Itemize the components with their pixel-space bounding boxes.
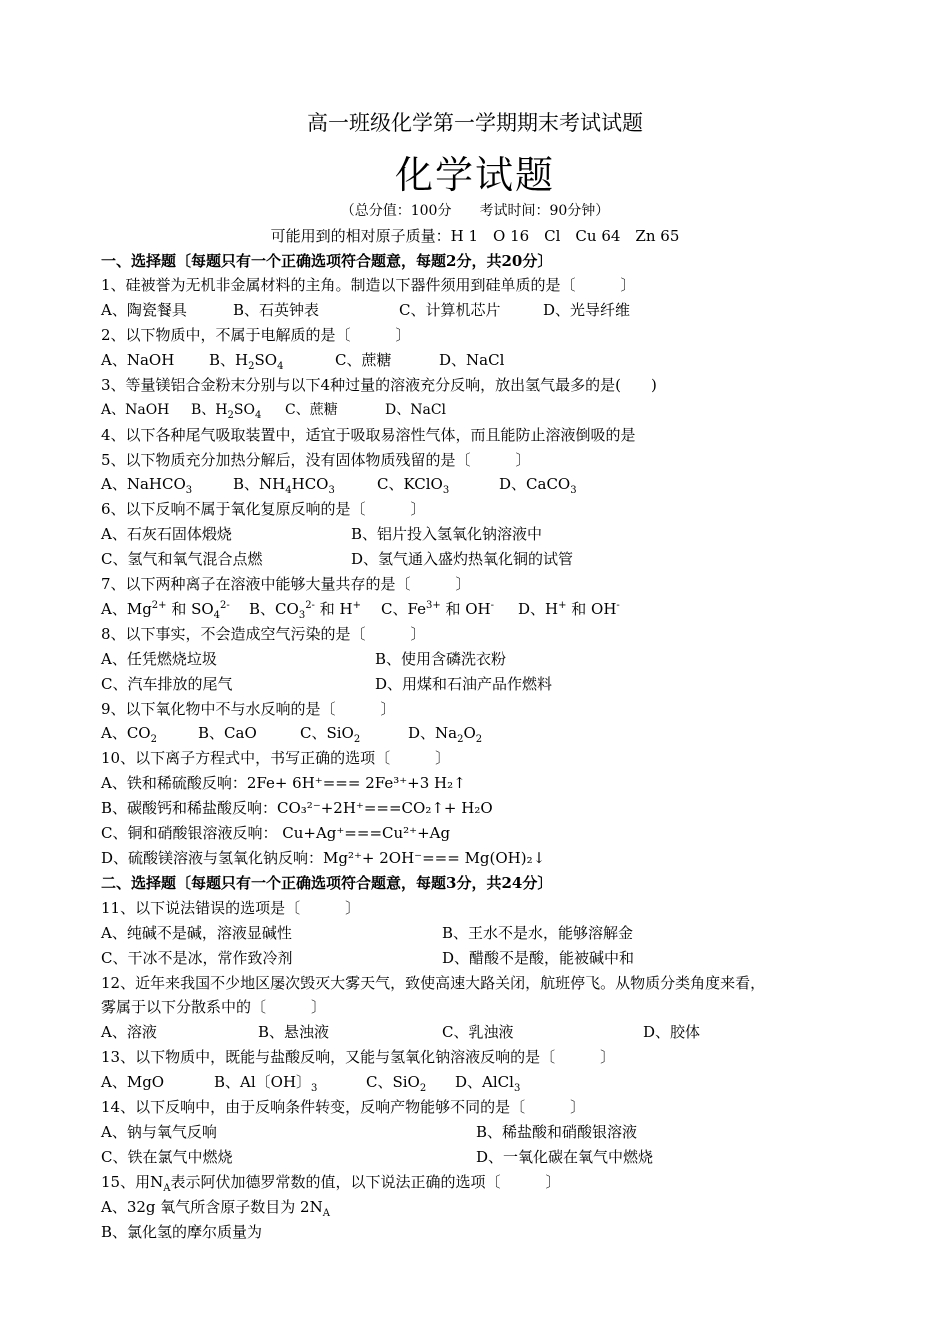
option-a: A、NaOH: [101, 351, 175, 369]
exam-subtitle: 化学试题: [394, 153, 555, 197]
option-c: C、KClO$_3$: [377, 475, 450, 496]
option-d: D、用煤和石油产品作燃料: [375, 675, 553, 693]
question-15-option-a: A、32g 氧气所含原子数目为 $2N_A$: [101, 1198, 330, 1219]
option-b: B、$CO_3^{2-}$ 和 H+: [249, 600, 361, 621]
question-15-option-b: B、氯化氢的摩尔质量为: [101, 1223, 263, 1241]
question-6: 6、以下反响不属于氧化复原反响的是〔 〕: [101, 500, 426, 518]
question-10-option-d: D、硫酸镁溶液与氢氧化钠反响：Mg²⁺+ 2OH⁻=== Mg(OH)₂↓: [101, 849, 546, 867]
option-a: A、溶液: [101, 1023, 157, 1041]
question-14: 14、以下反响中，由于反响条件转变，反响产物能够不同的是〔 〕: [101, 1098, 586, 1116]
option-a: A、石灰石固体煅烧: [101, 525, 232, 543]
exam-info: （总分值：100分 考试时间：90分钟）: [340, 203, 610, 219]
option-c: C、乳浊液: [442, 1023, 514, 1041]
question-3: 3、等量镁铝合金粉末分别与以下4种过量的溶液充分反响，放出氢气最多的是( ): [101, 376, 657, 394]
option-a: A、陶瓷餐具: [101, 301, 187, 319]
question-4: 4、以下各种尾气吸取装置中，适宜于吸取易溶性气体，而且能防止溶液倒吸的是: [101, 426, 636, 444]
question-9: 9、以下氧化物中不与水反响的是〔 〕: [101, 700, 396, 718]
option-b: B、使用含磷洗衣粉: [375, 650, 507, 668]
option-b: B、CaO: [198, 724, 257, 742]
question-13: 13、以下物质中，既能与盐酸反响，又能与氢氧化钠溶液反响的是〔 〕: [101, 1048, 616, 1066]
question-15: 15、用$N_A$表示阿伏加德罗常数的值，以下说法正确的选项〔 〕: [101, 1173, 561, 1194]
option-c: C、蔗糖: [335, 351, 392, 369]
option-a: A、任凭燃烧垃圾: [101, 650, 217, 668]
question-8: 8、以下事实，不会造成空气污染的是〔 〕: [101, 625, 426, 643]
question-12: 12、近年来我国不少地区屡次毁灭大雾天气，致使高速大路关闭，航班停飞。从物质分类角度来看，: [101, 974, 766, 992]
option-c: C、蔗糖: [285, 402, 338, 418]
question-10-option-c: C、铜和硝酸银溶液反响： Cu+Ag⁺===Cu²⁺+Ag: [101, 824, 451, 842]
option-c: C、$Fe^{3+}$ 和 OH-: [381, 600, 495, 618]
question-1: 1、硅被誉为无机非金属材料的主角。制造以下器件须用到硅单质的是〔 〕: [101, 276, 636, 294]
option-d: D、一氧化碳在氧气中燃烧: [476, 1148, 654, 1166]
option-d: D、氢气通入盛灼热氧化铜的试管: [351, 550, 574, 568]
option-c: C、SiO$_2$: [300, 724, 361, 745]
option-d: D、CaCO$_3$: [499, 475, 577, 496]
option-d: D、$Na_2O_2$: [408, 724, 483, 745]
question-11: 11、以下说法错误的选项是〔 〕: [101, 899, 361, 917]
option-d: D、NaCl: [439, 351, 505, 369]
option-d: D、NaCl: [385, 402, 447, 418]
section-2-heading: 二、选择题〔每题只有一个正确选项符合题意，每题3分，共24分〕: [101, 874, 553, 892]
option-a: A、$CO_2$: [101, 724, 157, 745]
option-d: D、AlCl$_3$: [455, 1073, 521, 1094]
question-12-cont: 雾属于以下分散系中的〔 〕: [101, 998, 327, 1016]
question-2: 2、以下物质中，不属于电解质的是〔 〕: [101, 326, 411, 344]
option-b: B、石英钟表: [233, 301, 320, 319]
option-d: D、醋酸不是酸，能被碱中和: [442, 949, 635, 967]
option-c: C、铁在氯气中燃烧: [101, 1148, 233, 1166]
option-a: A、NaOH: [101, 402, 170, 418]
option-c: C、计算机芯片: [399, 301, 501, 319]
option-b: B、Al〔OH〕$_3$: [214, 1073, 318, 1094]
option-b: B、$NH_4HCO_3$: [233, 475, 335, 496]
option-a: A、钠与氧气反响: [101, 1123, 217, 1141]
question-10-option-a: A、铁和稀硫酸反响：2Fe+ 6H⁺=== 2Fe³⁺+3 H₂↑: [101, 774, 466, 792]
option-c: C、汽车排放的尾气: [101, 675, 233, 693]
exam-title: 高一班级化学第一学期期末考试试题: [307, 111, 643, 135]
question-5: 5、以下物质充分加热分解后，没有固体物质残留的是〔 〕: [101, 451, 531, 469]
option-b: B、王水不是水，能够溶解金: [442, 924, 634, 942]
option-a: A、纯碱不是碱，溶液显碱性: [101, 924, 292, 942]
option-b: B、$H_2SO_4$: [191, 402, 262, 421]
option-b: B、悬浊液: [258, 1023, 330, 1041]
option-c: C、干冰不是冰，常作致冷剂: [101, 949, 293, 967]
option-d: D、胶体: [643, 1023, 701, 1041]
question-10-option-b: B、碳酸钙和稀盐酸反响：CO₃²⁻+2H⁺===CO₂↑+ H₂O: [101, 799, 493, 817]
option-d: D、光导纤维: [543, 301, 631, 319]
option-a: A、$Mg^{2+}$ 和 $SO_4^{2-}$: [101, 600, 230, 621]
option-a: A、NaHCO$_3$: [101, 475, 193, 496]
section-1-heading: 一、选择题〔每题只有一个正确选项符合题意，每题2分，共20分〕: [101, 252, 553, 270]
option-d: D、H+ 和 OH-: [518, 600, 620, 618]
option-c: C、SiO$_2$: [366, 1073, 427, 1094]
option-b: B、稀盐酸和硝酸银溶液: [476, 1123, 638, 1141]
option-b: B、$H_2SO_4$: [209, 351, 284, 372]
question-10: 10、以下离子方程式中，书写正确的选项〔 〕: [101, 749, 451, 767]
option-b: B、铝片投入氢氧化钠溶液中: [351, 525, 543, 543]
option-a: A、MgO: [101, 1073, 165, 1091]
option-c: C、氢气和氧气混合点燃: [101, 550, 263, 568]
question-7: 7、以下两种离子在溶液中能够大量共存的是〔 〕: [101, 575, 471, 593]
atomic-masses: 可能用到的相对原子质量：H 1 O 16 Cl Cu 64 Zn 65: [270, 227, 680, 245]
